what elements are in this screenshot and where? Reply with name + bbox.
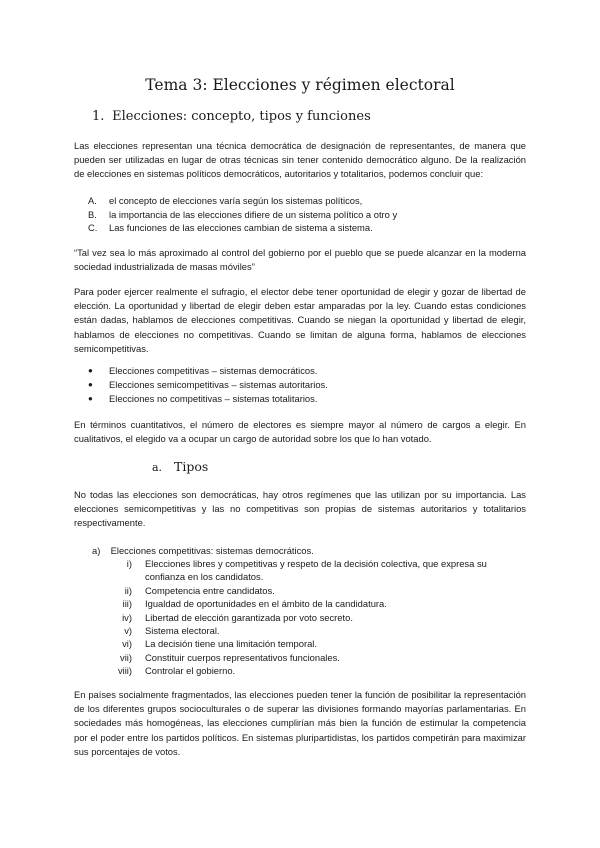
competitive-features-list: [108, 557, 528, 678]
list-item-text: Elecciones competitivas – sistemas democráticos.: [109, 365, 318, 376]
list-marker: B.: [88, 208, 97, 220]
section-heading: [92, 109, 371, 124]
bullet-icon: ●: [88, 366, 93, 375]
list-marker: vi): [122, 638, 132, 650]
list-item-text: Sistema electoral.: [145, 625, 220, 637]
list-item: [88, 221, 528, 235]
list-item-text: Elecciones libres y competitivas y respeto de la decisión colectiva, que expresa su confianza en los candidatos.: [145, 558, 487, 583]
list-marker: C.: [88, 222, 98, 234]
list-marker: v): [124, 625, 132, 637]
subsection-heading: [152, 459, 208, 474]
election-types-list: [88, 364, 528, 407]
fragmented-paragraph: En países socialmente fragmentados, las elecciones pueden tener la función de posibilitar la representación de los diferentes grupos socioculturales o de superar las divisiones formando mayorías parlamentarias. En sociedades más homogéneas, las elecciones cumplirían más bien la función de estimular la competencia por el poder entre los partidos políticos. En sistemas pluripartidistas, los partidos competirán para maximizar sus porcentajes de votos.: [74, 689, 526, 757]
conclusions-list: [88, 194, 528, 235]
list-item: [108, 597, 528, 610]
list-item-text: Igualdad de oportunidades en el ámbito de la candidatura.: [145, 598, 387, 610]
list-item: [108, 557, 528, 584]
list-marker: A.: [88, 195, 97, 206]
list-item-text: Elecciones competitivas: sistemas democráticos.: [110, 545, 314, 556]
types-paragraph: No todas las elecciones son democráticas, hay otros regímenes que las utilizan por su importancia. Las elecciones semicompetitivas y las no competitivas son propias de sistemas autoritarios y totalitarios respectivamente.: [74, 489, 526, 529]
list-item: [88, 194, 528, 208]
bullet-icon: ●: [88, 380, 93, 390]
list-item-text: Constituir cuerpos representativos funcionales.: [145, 651, 340, 663]
document-title: Tema 3: Elecciones y régimen electoral: [145, 76, 455, 94]
list-item-text: Elecciones no competitivas – sistemas totalitarios.: [109, 393, 318, 405]
list-item: [108, 624, 528, 637]
list-item-text: La decisión tiene una limitación temporal.: [145, 638, 317, 650]
list-item: [108, 664, 528, 677]
list-item-text: Competencia entre candidatos.: [145, 584, 275, 596]
list-marker: a): [92, 545, 101, 556]
list-item-text: Elecciones semicompetitivas – sistemas autoritarios.: [109, 379, 328, 391]
list-item: [88, 392, 528, 406]
subsection-heading-text: Tipos: [173, 459, 209, 474]
section-heading-text: Elecciones: concepto, tipos y funciones: [112, 109, 371, 124]
list-item: [108, 584, 528, 597]
list-marker: i): [126, 558, 132, 569]
section-number: 1.: [92, 109, 105, 124]
freedom-paragraph: Para poder ejercer realmente el sufragio, el elector debe tener oportunidad de elegir y gozar de libertad de elección. La oportunidad y libertad de elegir deben estar amparadas por la ley. Cuando estas condiciones están dadas, hablamos de elecciones competitivas. Cuando se niegan la oportunidad y libertad de elegir, hablamos de elecciones no competitivas. Cuando se limitan de alguna forma, hablamos de elecciones semicompetitivas.: [74, 286, 526, 354]
list-item: [88, 378, 528, 392]
list-item-text: el concepto de elecciones varía según los sistemas políticos,: [109, 195, 363, 206]
competitive-elections-label: [92, 544, 314, 557]
list-marker: iv): [122, 611, 132, 623]
list-item: [88, 364, 528, 378]
quantitative-paragraph: En términos cuantitativos, el número de electores es siempre mayor al número de cargos a elegir. En cualitativos, el elegido va a ocupar un cargo de autoridad sobre los que lo han votado.: [74, 419, 526, 445]
list-marker: viii): [117, 665, 132, 677]
list-item-text: Libertad de elección garantizada por voto secreto.: [145, 611, 353, 623]
list-item: [108, 637, 528, 650]
list-item: [108, 611, 528, 624]
list-marker: vii): [120, 651, 132, 663]
list-item: [108, 651, 528, 664]
list-item-text: Las funciones de las elecciones cambian de sistema a sistema.: [109, 222, 373, 234]
quote-paragraph: “Tal vez sea lo más aproximado al control del gobierno por el pueblo que se puede alcanzar en la moderna sociedad industrializada de masas móviles”: [74, 247, 526, 273]
list-marker: iii): [122, 598, 132, 610]
bullet-icon: ●: [88, 394, 93, 404]
intro-paragraph: Las elecciones representan una técnica democrática de designación de representantes, de manera que pueden ser utilizadas en lugar de otras técnicas sin tener contenido democrático alguno. De la realización de elecciones en sistemas políticos democráticos, autoritarios y totalitarios, podemos concluir que:: [74, 140, 526, 180]
list-item-text: la importancia de las elecciones difiere de un sistema político a otro y: [109, 208, 398, 220]
subsection-marker: a.: [152, 461, 163, 474]
list-item-text: Controlar el gobierno.: [145, 665, 236, 677]
list-marker: ii): [124, 584, 132, 596]
list-item: [88, 208, 528, 222]
